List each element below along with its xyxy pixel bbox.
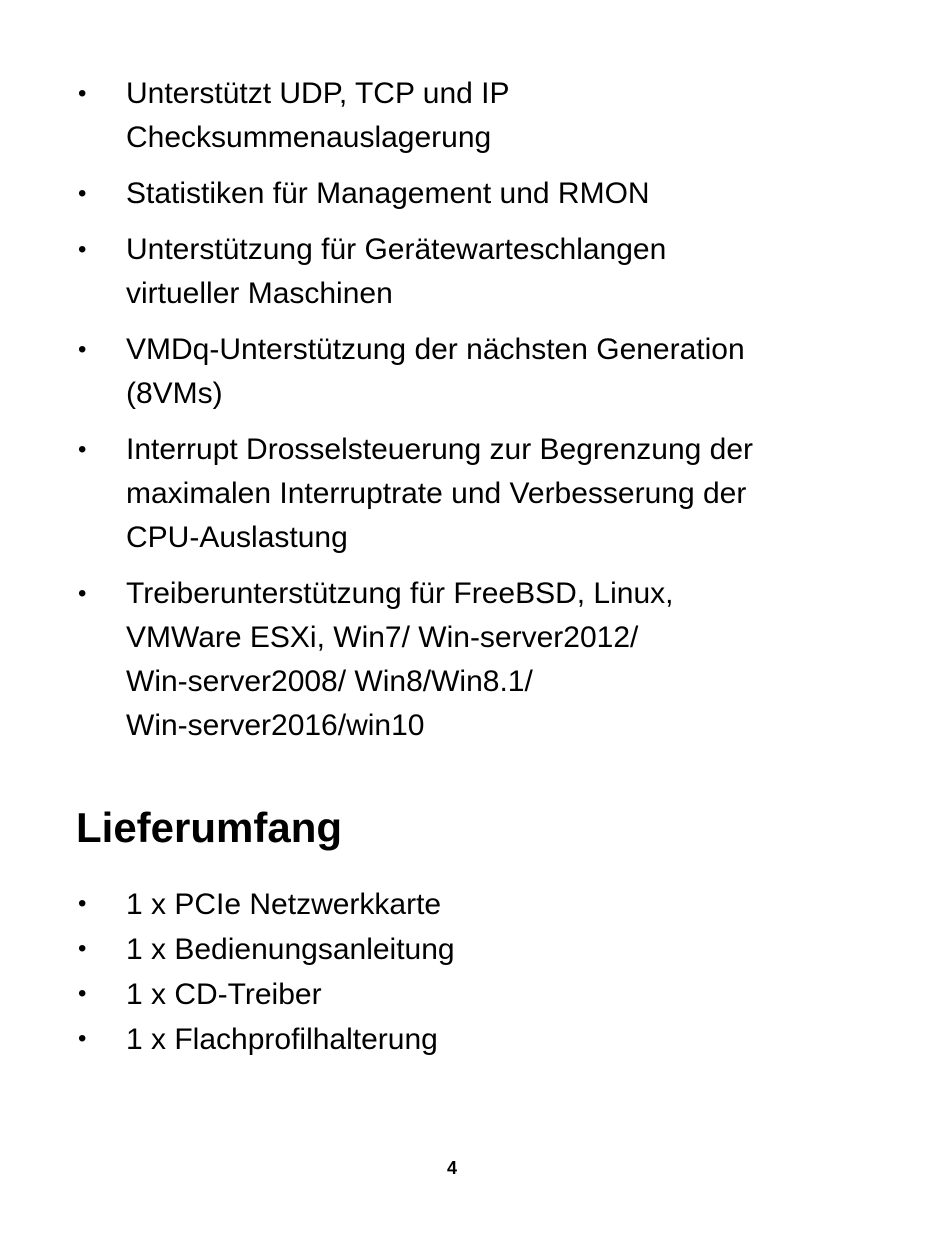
bullet: • [78, 580, 87, 607]
bullet: • [78, 80, 87, 107]
bullet: • [78, 436, 87, 463]
contents-item-text: 1 x CD-Treiber [126, 978, 322, 1011]
contents-item-text: 1 x Bedienungsanleitung [126, 933, 455, 966]
feature-text: Unterstützt UDP, TCP und IP Checksummenauslagerung [126, 77, 510, 154]
feature-text: Unterstützung für Gerätewarteschlangen virtueller Maschinen [126, 233, 667, 310]
bullet: • [78, 890, 87, 917]
feature-text: Interrupt Drosselsteuerung zur Begrenzung der maximalen Interruptrate und Verbesserung der CPU-Auslastung [126, 433, 754, 554]
list-item [78, 328, 878, 416]
list-item [78, 172, 878, 216]
section-heading: Lieferumfang [76, 804, 343, 851]
list-item [78, 228, 878, 316]
list-item [78, 428, 878, 560]
list-item [78, 882, 878, 927]
feature-text: VMDq-Unterstützung der nächsten Generation (8VMs) [126, 333, 745, 410]
feature-text: Treiberunterstützung für FreeBSD, Linux, VMWare ESXi, Win7/ Win-server2012/ Win-server2008/ Win8/Win8.1/ Win-server2016/win10 [126, 577, 674, 742]
feature-list [78, 72, 878, 760]
bullet: • [78, 1025, 87, 1052]
package-contents-list [78, 882, 878, 1062]
list-item [78, 72, 878, 160]
bullet: • [78, 935, 87, 962]
list-item [78, 972, 878, 1017]
bullet: • [78, 180, 87, 207]
list-item [78, 572, 878, 748]
bullet: • [78, 336, 87, 363]
list-item [78, 927, 878, 972]
page-number: 4 [446, 1158, 457, 1178]
contents-item-text: 1 x Flachprofilhalterung [126, 1023, 438, 1056]
list-item [78, 1017, 878, 1062]
feature-text: Statistiken für Management und RMON [126, 177, 650, 210]
contents-item-text: 1 x PCIe Netzwerkkarte [126, 888, 442, 921]
bullet: • [78, 980, 87, 1007]
bullet: • [78, 236, 87, 263]
